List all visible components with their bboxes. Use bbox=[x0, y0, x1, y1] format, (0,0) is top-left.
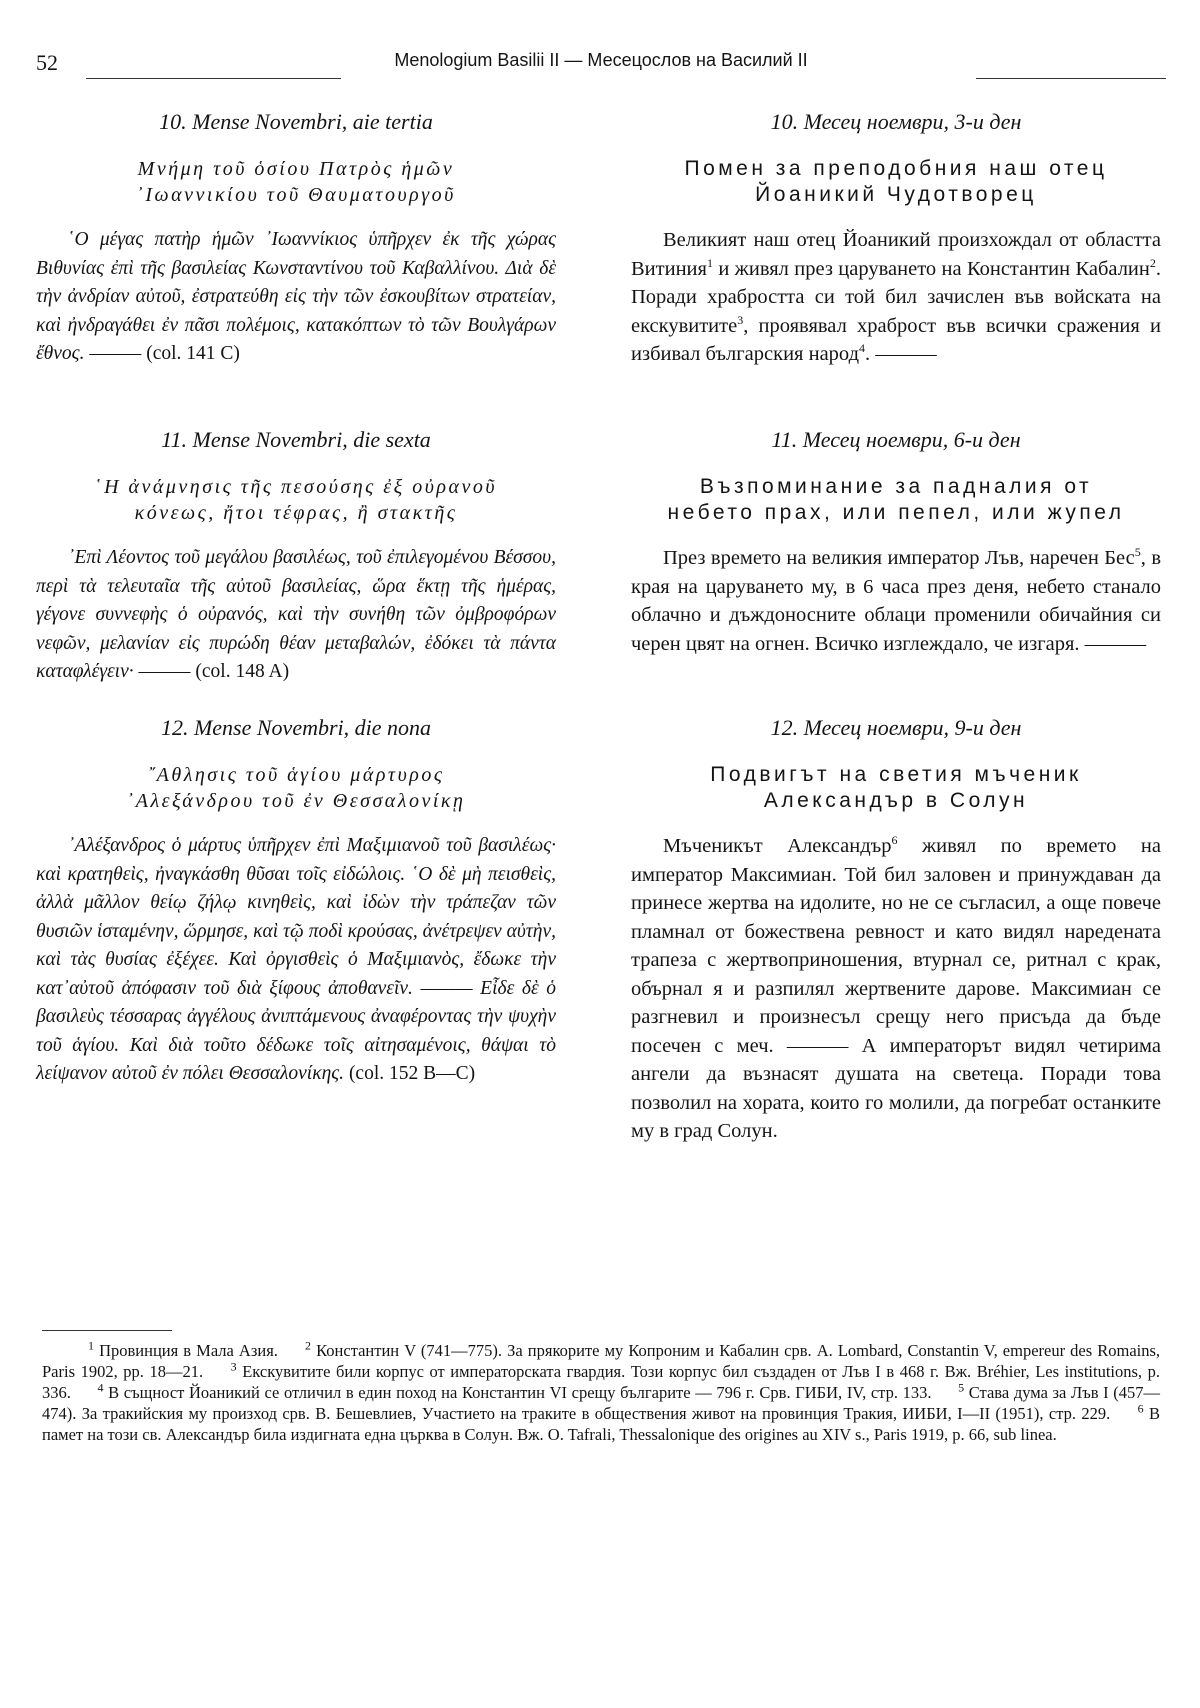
entry-heading: 10. Месец ноември, 3-и ден bbox=[770, 109, 1022, 134]
entry-title bbox=[36, 156, 556, 208]
footnote bbox=[88, 1338, 278, 1360]
footnote-marker[interactable]: 3 bbox=[737, 312, 744, 327]
footnote-number: 3 bbox=[230, 1359, 237, 1374]
footnote-marker[interactable]: 6 bbox=[891, 833, 898, 848]
column-reference: (col. 152 B—C) bbox=[348, 1063, 476, 1084]
bulgarian-entry-12 bbox=[631, 714, 1161, 1146]
entry-text: ᾿Επὶ Λέοντος τοῦ μεγάλου βασιλέως, τοῦ ἐπιλεγομένου Βέσσου, περὶ τὰ τελευταῖα τῆς αὐτοῦ βασιλείας, ὥρα ἕκτῃ τῆς ἡμέρας, γέγονε συννεφὴς ὁ οὐρανός, καὶ τὴν συνήθη τῶν ὀμβροφόρων νεφῶν, μελανίαν εἰς πυρώδη θέαν μεταβαλών, ἐδόκει τὰ πάντα καταφλέγειν· ——— bbox=[36, 547, 556, 682]
footnote-number: 4 bbox=[97, 1380, 104, 1395]
footnote-number: 5 bbox=[958, 1380, 965, 1395]
entry-title-line: Подвигът на светия мъченик bbox=[710, 763, 1082, 786]
footnote-text: В памет на този св. Александър била издигната една църква в Солун. Вж. O. Tafrali, Thessalonique des origines au XIV s., Paris 1919, p. 66, sub linea. bbox=[42, 1404, 1161, 1444]
footnote-number: 1 bbox=[88, 1338, 94, 1353]
entry-body bbox=[631, 832, 1161, 1146]
entry-heading: 11. Месец ноември, 6-и ден bbox=[771, 427, 1021, 452]
footnote-text: Става дума за Лъв I (457—474). За тракийския му произход срв. В. Бешевлиев, Участието на траките в обществения живот на провинция Тракия, ИИБИ, I—II (1951), стр. 229. bbox=[42, 1383, 1161, 1423]
footnote-number: 2 bbox=[305, 1338, 312, 1353]
greek-entry-12 bbox=[36, 714, 556, 1089]
entry-body bbox=[36, 832, 556, 1089]
entry-text: Великият наш отец Йоаникий произхождал от областта Витиния bbox=[631, 229, 1161, 280]
entry-title-line: Помен за преподобния наш отец bbox=[684, 157, 1108, 180]
two-column-body bbox=[36, 108, 1166, 1328]
entry-text: , в края на царуването му, в 6 часа през деня, небето станало облачно и дъждоносните облаци променили обичайния си черен цвят на огнен. Всичко изглеждало, че изгаря. ——— bbox=[631, 547, 1161, 655]
footnote-rule bbox=[42, 1330, 172, 1331]
bulgarian-entry-11 bbox=[631, 426, 1161, 658]
entry-title-line: Възпоминание за падналия от bbox=[699, 475, 1093, 498]
column-reference: (col. 141 C) bbox=[146, 343, 240, 364]
footnote-number: 6 bbox=[1137, 1401, 1144, 1416]
column-reference: (col. 148 A) bbox=[195, 661, 290, 682]
entry-body bbox=[631, 544, 1161, 658]
entry-heading: 12. Mense Novembri, die nona bbox=[160, 715, 432, 740]
entry-title-line: ῎Αθλησις τοῦ ἁγίου μάρτυρος bbox=[147, 764, 445, 786]
header-rule-right bbox=[976, 78, 1166, 79]
footnote bbox=[97, 1380, 932, 1402]
entry-title-line: ᾿Αλεξάνδρου τοῦ ἐν Θεσσαλονίκῃ bbox=[126, 790, 466, 812]
entry-title bbox=[631, 156, 1161, 208]
entry-title bbox=[36, 474, 556, 526]
entry-heading: 10. Mense Novembri, aie tertia bbox=[159, 109, 433, 134]
greek-entry-10 bbox=[36, 108, 556, 369]
footnote-text: В същност Йоаникий се отличил в един поход на Константин VI срещу българите — 796 г. Срв. ГИБИ, IV, стр. 133. bbox=[108, 1383, 932, 1402]
entry-text: ῾Ο μέγας πατὴρ ἡμῶν ᾿Ιωαννίκιος ὑπῆρχεν ἐκ τῆς χώρας Βιθυνίας ἐπὶ τῆς βασιλείας Κωνσταντίνου τοῦ Καβαλλίνου. Διὰ δὲ τὴν ἀνδρίαν αὐτοῦ, ἐστρατεύθη εἰς τὴν τῶν ἐσκουβίτων στρατείαν, καὶ ἠνδραγάθει ἐν πᾶσι πολέμοις, κατακόπτων τὸ τῶν Βουλγάρων ἔθνος. ——— bbox=[36, 229, 556, 364]
footnote-text: Константин V (741—775). За прякорите му Копроним и Кабалин срв. A. Lombard, Constantin V, empereur des Romains, Paris 1902, pp. 18—21. bbox=[42, 1341, 1161, 1381]
page-number: 52 bbox=[36, 50, 58, 75]
header-rule-left bbox=[86, 78, 341, 79]
entry-text: През времето на великия император Лъв, наречен Бес bbox=[663, 547, 1135, 569]
entry-text: ᾿Αλέξανδρος ὁ μάρτυς ὑπῆρχεν ἐπὶ Μαξιμιανοῦ τοῦ βασιλέως· καὶ κρατηθεὶς, ἠναγκάσθη θῦσαι τοῖς εἰδώλοις. ῾Ο δὲ μὴ πεισθεὶς, ἀλλὰ μᾶλλον θείῳ ζήλῳ κινηθεὶς, καὶ ἰδὼν τὴν τράπεζαν τῶν θυσιῶν ἱσταμένην, ὥρμησε, καὶ τῷ ποδὶ κρούσας, ἀνέτρεψεν αὐτὴν, καὶ τὰς θυσίας ἐξέχεε. Καὶ ὀργισθεὶς ὁ Μαξιμιανὸς, ἔδωκε τὴν κατ᾿αὐτοῦ ἀπόφασιν τοῦ διὰ ξίφους ἀποθανεῖν. ——— Εἶδε δὲ ὁ βασιλεὺς τέσσαρας ἀγγέλους ἀνιπτάμενους ἀναφέροντας τὴν ψυχὴν τοῦ ἁγίου. Καὶ διὰ τοῦτο δέδωκε τοῖς αἰτησαμένοις, θάψαι τὸ λείψανον αὐτοῦ ἐν πόλει Θεσσαλονίκης. bbox=[36, 835, 556, 1084]
entry-title-line: Йоаникий Чудотворец bbox=[755, 183, 1037, 206]
bulgarian-entry-10 bbox=[631, 108, 1161, 369]
running-title: Menologium Basilii II — Месецослов на Василий II bbox=[394, 50, 808, 70]
entry-body bbox=[631, 226, 1161, 369]
entry-title-line: κόνεως, ἤτοι τέφρας, ἢ στακτῆς bbox=[134, 502, 458, 524]
footnote-text: Провинция в Мала Азия. bbox=[99, 1341, 278, 1360]
footnote-marker[interactable]: 1 bbox=[706, 255, 713, 270]
entry-title-line: ῾Η ἀνάμνησις τῆς πεσούσης ἐξ οὐρανοῦ bbox=[94, 476, 498, 498]
footnote-marker[interactable]: 5 bbox=[1134, 545, 1141, 560]
footnote-marker[interactable]: 4 bbox=[859, 341, 866, 356]
footnote-marker[interactable]: 2 bbox=[1149, 255, 1156, 270]
footnote-text: Екскувитите били корпус от императорската гвардия. Този корпус бил създаден от Лъв I в 468 г. Вж. Bréhier, Les institutions, p. 336. bbox=[42, 1362, 1160, 1402]
entry-title bbox=[36, 762, 556, 814]
entry-text: . ——— bbox=[865, 343, 937, 365]
entry-text: , проявявал храброст във всички сражения и избивал българския народ bbox=[631, 314, 1161, 365]
entry-body bbox=[36, 544, 556, 687]
entry-title-line: Μνήμη τοῦ ὁσίου Πατρὸς ἡμῶν bbox=[137, 158, 455, 180]
entry-title-line: небето прах, или пепел, или жупел bbox=[667, 501, 1125, 524]
entry-heading: 11. Mense Novembri, die sexta bbox=[161, 427, 431, 452]
entry-text: . Поради храбростта си той бил зачислен във войската на екскувитите bbox=[631, 257, 1161, 337]
entry-heading: 12. Месец ноември, 9-и ден bbox=[770, 715, 1022, 740]
entry-text: живял по времето на император Максимиан. Той бил заловен и принуждаван да принесе жертва на идолите, но не се съгласил, а още повече пламнал от божествена ревност и като видял наредената трапеза с жертвоприношения, втурнал се, ритнал с крак, обърнал я и разпилял жертвените дарове. Максимиан се разгневил и произнесъл срещу него присъда да бъде посечен с меч. ——— А императорът видял четирима ангели да възнасят душата на светеца. Поради това позволил на хората, които го молили, да погребат останките му в град Солун. bbox=[631, 835, 1161, 1142]
entry-title bbox=[631, 474, 1161, 526]
entry-title-line: Александър в Солун bbox=[763, 789, 1029, 812]
page-header bbox=[36, 50, 1166, 82]
entry-text: и живял през царуването на Константин Кабалин bbox=[712, 257, 1150, 280]
entry-title-line: ᾿Ιωαννικίου τοῦ Θαυματουργοῦ bbox=[136, 184, 456, 206]
footnotes bbox=[42, 1340, 1160, 1445]
entry-title bbox=[631, 762, 1161, 814]
entry-body bbox=[36, 226, 556, 369]
greek-entry-11 bbox=[36, 426, 556, 687]
entry-text: Мъченикът Александър bbox=[663, 835, 892, 857]
